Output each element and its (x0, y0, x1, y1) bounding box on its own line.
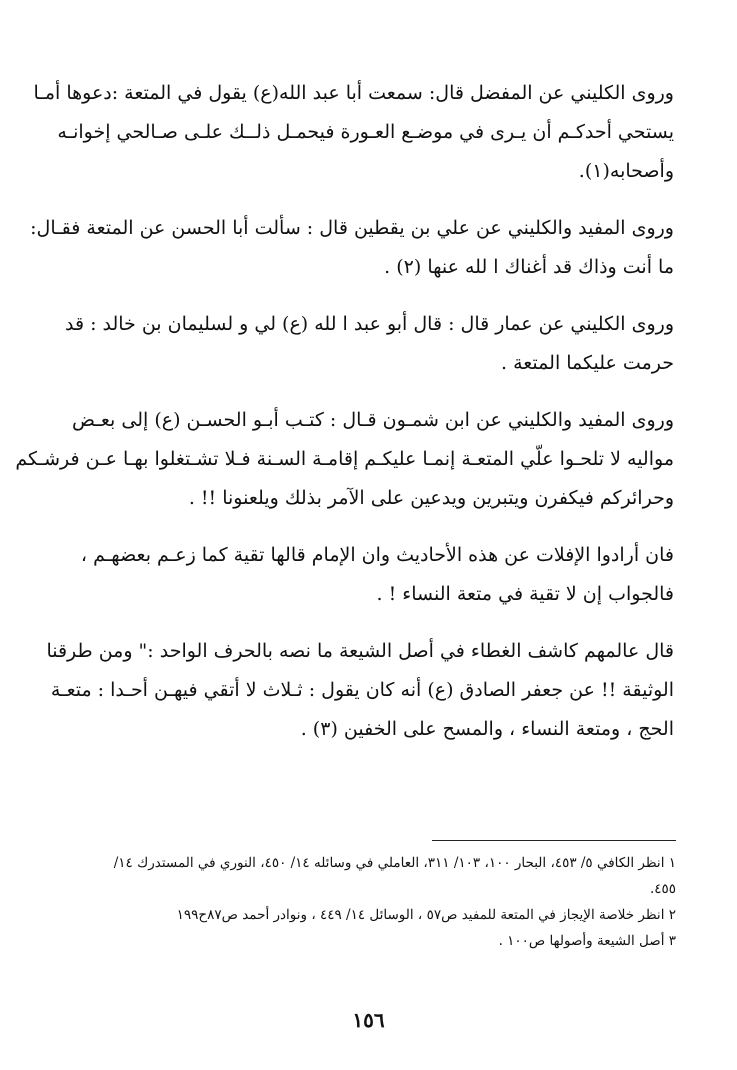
text-line: وروى المفيد والكليني عن علي بن يقطين قال : سألت أبا الحسن عن المتعة فقـال: (30, 217, 674, 239)
footnote-3: ٣ أصل الشيعة وأصولها ص١٠٠ . (498, 933, 676, 949)
paragraph-yaqtin (30, 209, 674, 287)
footnote-separator (432, 840, 676, 841)
text-line: فالجواب إن لا تقية في متعة النساء ! . (376, 583, 674, 605)
text-line: وروى المفيد والكليني عن ابن شمـون قـال : كتـب أبـو الحسـن (ع) إلى بعـض (72, 409, 674, 431)
paragraph-taqiyya (82, 536, 674, 614)
body-text (15, 74, 674, 767)
footnote-1: ١ انظر الكافي ٥/ ٤٥٣، البحار ١٠٠، ١٠٣/ ٣١١، العاملي في وسائله ١٤/ ٤٥٠، النوري في المستدرك ١٤/ (113, 855, 676, 871)
text-line: ما أنت وذاك قد أغناك ا لله عنها (٢) . (384, 256, 674, 278)
text-line: وروى الكليني عن عمار قال : قال أبو عبد ا لله (ع) لي و لسليمان بن خالد : قد (64, 313, 674, 335)
footnote-1-continued: ٤٥٥. (649, 881, 676, 897)
page-number: ١٥٦ (352, 1008, 385, 1032)
text-line: الوثيقة !! عن جعفر الصادق (ع) أنه كان يقول : ثـلاث لا أتقي فيهـن أحـدا : متعـة (50, 679, 674, 701)
paragraph-kashif-alghita (46, 632, 674, 749)
text-line: حرمت عليكما المتعة . (501, 352, 674, 374)
text-line: مواليه لا تلحـوا علّي المتعـة إنمـا عليكـم إقامـة السـنة فـلا تشـتغلوا بهـا عـن فرشـكم (15, 448, 674, 470)
paragraph-shamun (15, 401, 674, 518)
footnote-2: ٢ انظر خلاصة الإيجاز في المتعة للمفيد ص٥٧ ، الوسائل ١٤/ ٤٤٩ ، ونوادر أحمد ص٨٧ح١٩٩ (176, 907, 676, 923)
text-line: يستحي أحدكـم أن يـرى في موضـع العـورة فيحمـل ذلــك علـى صـالحي إخوانـه (57, 121, 674, 143)
footnotes (82, 850, 676, 954)
text-line: وأصحابه(١). (578, 160, 674, 182)
text-line: وروى الكليني عن المفضل قال: سمعت أبا عبد الله(ع) يقول في المتعة :دعوها أمـا (33, 82, 674, 104)
paragraph-mufaddal (33, 74, 674, 191)
text-line: وحرائركم فيكفرن ويتبرين ويدعين على الآمر بذلك ويلعنونا !! . (188, 487, 674, 509)
text-line: قال عالمهم كاشف الغطاء في أصل الشيعة ما نصه بالحرف الواحد :" ومن طرقنا (46, 640, 674, 662)
paragraph-ammar (64, 305, 674, 383)
text-line: الحج ، ومتعة النساء ، والمسح على الخفين (٣) . (300, 718, 674, 740)
text-line: فان أرادوا الإفلات عن هذه الأحاديث وان الإمام قالها تقية كما زعـم بعضهـم ، (80, 544, 674, 566)
